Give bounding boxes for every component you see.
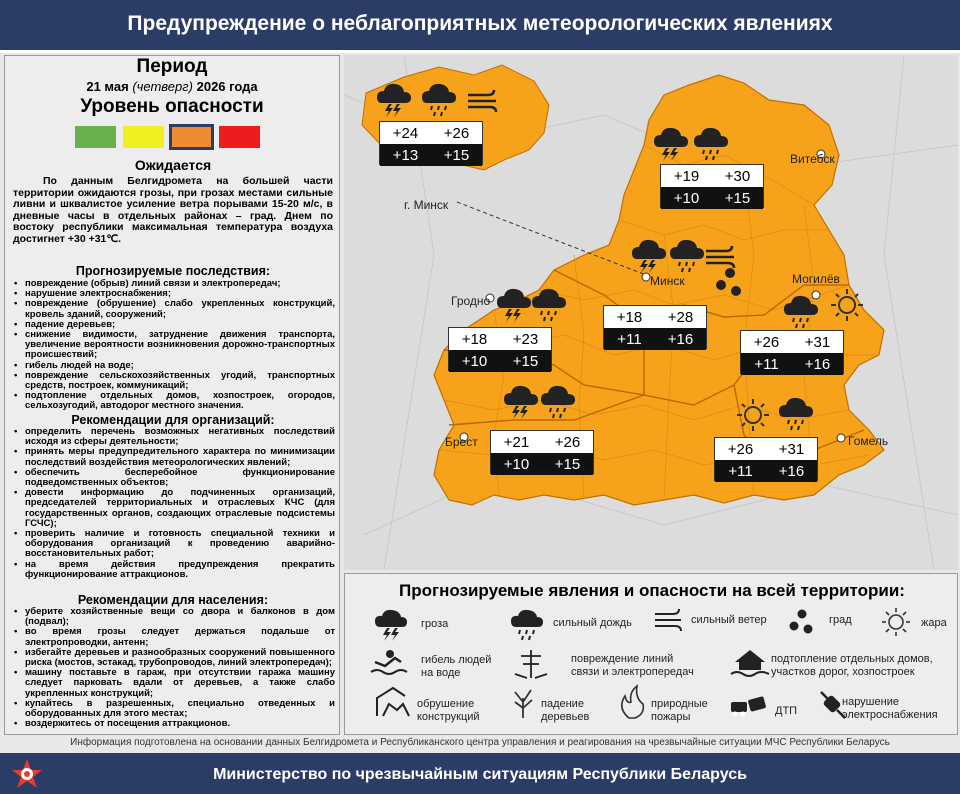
day-temps: +18 +23 xyxy=(461,330,539,348)
heavy-rain-icon xyxy=(779,398,813,430)
city-label-minsk-city: г. Минск xyxy=(404,198,449,212)
org-recs-title: Рекомендации для организаций: xyxy=(71,413,275,427)
pop-rec-item: • во время грозы следует держаться подальше от электропроводки, антенн; xyxy=(13,627,335,647)
hail-icon xyxy=(790,610,813,634)
city-label-minsk: Минск xyxy=(650,274,685,288)
legend-power-lines: повреждение линий связи и электропередач xyxy=(571,653,694,678)
day-temps: +18 +28 xyxy=(616,308,694,326)
legend-fires: природные пожары xyxy=(651,698,708,723)
city-label-mogilev: Могилёв xyxy=(792,272,840,286)
legend-trees: падение деревьев xyxy=(541,698,590,723)
legend-collapse: обрушение конструкций xyxy=(417,698,480,723)
danger-level-scale xyxy=(75,124,265,150)
org-rec-item: • довести информацию до подчиненных организаций, председателей территориальных и отраслевых КЧС (для государственных органов, создающих отраслевые подсистемы ГСЧС); xyxy=(13,488,335,529)
expected-title: Ожидается xyxy=(134,157,212,173)
expected-text: По данным Белгидромета на большей части территории ожидаются грозы, при грозах местами сильные ливни и шквалистое усиление ветра порывами 15-20 м/с, в дневные часы в отдельных районах – град. Днем по востоку республики максимальная температура воздуха достигнет +30 +31℃. xyxy=(13,175,333,245)
hail-icon xyxy=(716,268,741,296)
org-recs-list xyxy=(13,427,335,580)
org-rec-item: • проверить наличие и готовность специальной техники и оборудования организаций к проведению аварийно-восстановительных работ; xyxy=(13,529,335,560)
heavy-rain-icon xyxy=(670,240,704,272)
icons-brest xyxy=(504,386,575,419)
temp-box-minsk-city xyxy=(379,121,483,165)
date-day: 21 мая xyxy=(86,79,129,94)
consequence-item: • подтопление отдельных домов, хозпостроек, огородов, сельхозугодий, автодорог местного значения. xyxy=(13,391,335,411)
legend-title: Прогнозируемые явления и опасности на всей территории: xyxy=(399,581,905,600)
org-rec-item: • обеспечить бесперебойное функционирование подведомственных объектов; xyxy=(13,468,335,488)
danger-level-4 xyxy=(219,126,260,148)
legend-power-outage: нарушение электроснабжения xyxy=(842,696,938,721)
icons-minsk-city xyxy=(377,84,496,117)
consequence-item: • гибель людей на воде; xyxy=(13,361,335,371)
danger-level-1 xyxy=(75,126,116,148)
day-temps: +19 +30 xyxy=(673,167,751,185)
consequences-list xyxy=(13,279,335,412)
icons-vitebsk xyxy=(654,128,728,161)
city-label-gomel: Гомель xyxy=(848,434,889,448)
legend-accident: ДТП xyxy=(775,705,798,717)
danger-level-title: Уровень опасности xyxy=(80,96,264,117)
temp-box-mogilev xyxy=(740,330,844,374)
heat-icon xyxy=(882,608,910,636)
footer-bar xyxy=(0,753,960,794)
consequences-title: Прогнозируемые последствия: xyxy=(75,264,271,278)
temp-box-grodno xyxy=(448,327,552,371)
wildfire-icon xyxy=(622,686,644,718)
info-line: Информация подготовлена на основании данных Белгидромета и Республиканского центра управления и реагирования на чрезвычайные ситуации МЧС Республики Беларусь xyxy=(70,737,890,748)
strong-wind-icon xyxy=(655,609,681,631)
consequence-item: • нарушение электроснабжения; xyxy=(13,289,335,299)
night-temps: +11 +16 xyxy=(715,460,817,482)
pop-rec-item: • избегайте деревьев и разнообразных сооружений повышенного риска (мостов, эстакад, трубопроводов, линий электропередач); xyxy=(13,648,335,668)
org-rec-item: • определить перечень возможных негативных последствий исходя из сферы деятельности; xyxy=(13,427,335,447)
period-title: Период xyxy=(136,56,208,77)
tree-fall-icon xyxy=(515,690,532,718)
night-temps: +10 +15 xyxy=(449,350,551,372)
day-temps: +26 +31 xyxy=(727,440,805,458)
legend-drowning: гибель людей на воде xyxy=(421,654,492,679)
temp-box-minsk xyxy=(603,305,707,349)
period-date xyxy=(5,79,339,94)
pop-recs-list xyxy=(13,607,335,729)
night-temps: +11 +16 xyxy=(604,328,706,350)
collapse-icon xyxy=(377,688,409,716)
storm-icon xyxy=(504,386,538,419)
consequence-item: • снижение видимости, затруднение движения транспорта, увеличение вероятности возникновения дорожно-транспортных происшествий; xyxy=(13,330,335,361)
storm-icon xyxy=(375,610,407,641)
city-label-grodno: Гродно xyxy=(451,294,491,308)
heat-icon xyxy=(737,399,769,431)
consequence-item: • повреждение (обрушение) слабо укрепленных конструкций, кровель зданий, сооружений; xyxy=(13,299,335,319)
date-year: 2026 года xyxy=(196,79,258,94)
drowning-icon xyxy=(371,650,407,674)
legend-panel xyxy=(344,573,958,735)
icons-minsk xyxy=(632,240,741,296)
heavy-rain-icon xyxy=(541,386,575,418)
storm-icon xyxy=(654,128,688,161)
storm-icon xyxy=(497,289,531,322)
day-temps: +26 +31 xyxy=(753,333,831,351)
legend-flood: подтопление отдельных домов, участков дорог, хозпостроек xyxy=(771,653,933,678)
left-panel xyxy=(4,55,340,735)
icons-grodno xyxy=(497,289,566,322)
temp-box-vitebsk xyxy=(660,164,764,208)
danger-level-2 xyxy=(123,126,164,148)
date-weekday: (четверг) xyxy=(132,79,193,94)
day-temps: +24 +26 xyxy=(392,124,470,142)
legend-storm: гроза xyxy=(421,618,449,630)
strong-wind-icon xyxy=(706,246,734,268)
heavy-rain-icon xyxy=(511,610,543,640)
heavy-rain-icon xyxy=(422,84,456,116)
org-rec-item: • принять меры предупредительного характера по минимизации последствий воздействия метеорологических явлений; xyxy=(13,447,335,467)
consequence-item: • повреждение (обрыв) линий связи и электропередач; xyxy=(13,279,335,289)
icons-mogilev xyxy=(784,289,863,328)
storm-icon xyxy=(632,240,666,273)
pop-recs-title: Рекомендации для населения: xyxy=(77,593,269,607)
consequence-item: • падение деревьев; xyxy=(13,320,335,330)
consequence-item: • повреждение сельскохозяйственных угодий, транспортных средств, построек, коммуникаций; xyxy=(13,371,335,391)
warning-map xyxy=(344,55,958,570)
danger-level-3-selected xyxy=(169,124,214,150)
pop-rec-item: • машину поставьте в гараж, при отсутствии гаража машину следует парковать вдали от деревьев, а также слабо укрепленных конструкций; xyxy=(13,668,335,699)
page-title: Предупреждение о неблагоприятных метеорологических явлениях xyxy=(127,12,833,35)
pop-rec-item: • уберите хозяйственные вещи со двора и балконов в дом (подвал); xyxy=(13,607,335,627)
temp-box-brest xyxy=(490,430,594,474)
icons-gomel xyxy=(737,398,813,431)
city-label-brest: Брест xyxy=(445,435,478,449)
night-temps: +13 +15 xyxy=(380,144,482,166)
storm-icon xyxy=(377,84,411,117)
heavy-rain-icon xyxy=(694,128,728,160)
pop-rec-item: • купайтесь в разрешенных, специально отведенных и оборудованных для этого местах; xyxy=(13,699,335,719)
city-label-vitebsk: Витебск xyxy=(790,152,835,166)
heavy-rain-icon xyxy=(532,289,566,321)
legend-hail: град xyxy=(829,614,852,626)
heat-icon xyxy=(831,289,863,321)
flood-icon xyxy=(731,650,769,676)
strong-wind-icon xyxy=(468,90,496,112)
night-temps: +11 +16 xyxy=(741,353,843,375)
night-temps: +10 +15 xyxy=(491,453,593,475)
legend-strong-wind: сильный ветер xyxy=(691,614,767,626)
legend-heat: жара xyxy=(921,617,947,629)
accident-icon xyxy=(731,696,766,716)
legend-heavy-rain: сильный дождь xyxy=(553,617,632,629)
day-temps: +21 +26 xyxy=(503,433,581,451)
org-rec-item: • на время действия предупреждения прекратить функционирование аттракционов. xyxy=(13,560,335,580)
footer-title: Министерство по чрезвычайным ситуациям Республики Беларусь xyxy=(213,766,747,783)
heavy-rain-icon xyxy=(784,296,818,328)
temp-box-gomel xyxy=(714,437,818,481)
pop-rec-item: • воздержитесь от посещения аттракционов. xyxy=(13,719,335,729)
header-bar xyxy=(0,0,960,53)
power-line-damage-icon xyxy=(515,650,547,678)
night-temps: +10 +15 xyxy=(661,187,763,209)
